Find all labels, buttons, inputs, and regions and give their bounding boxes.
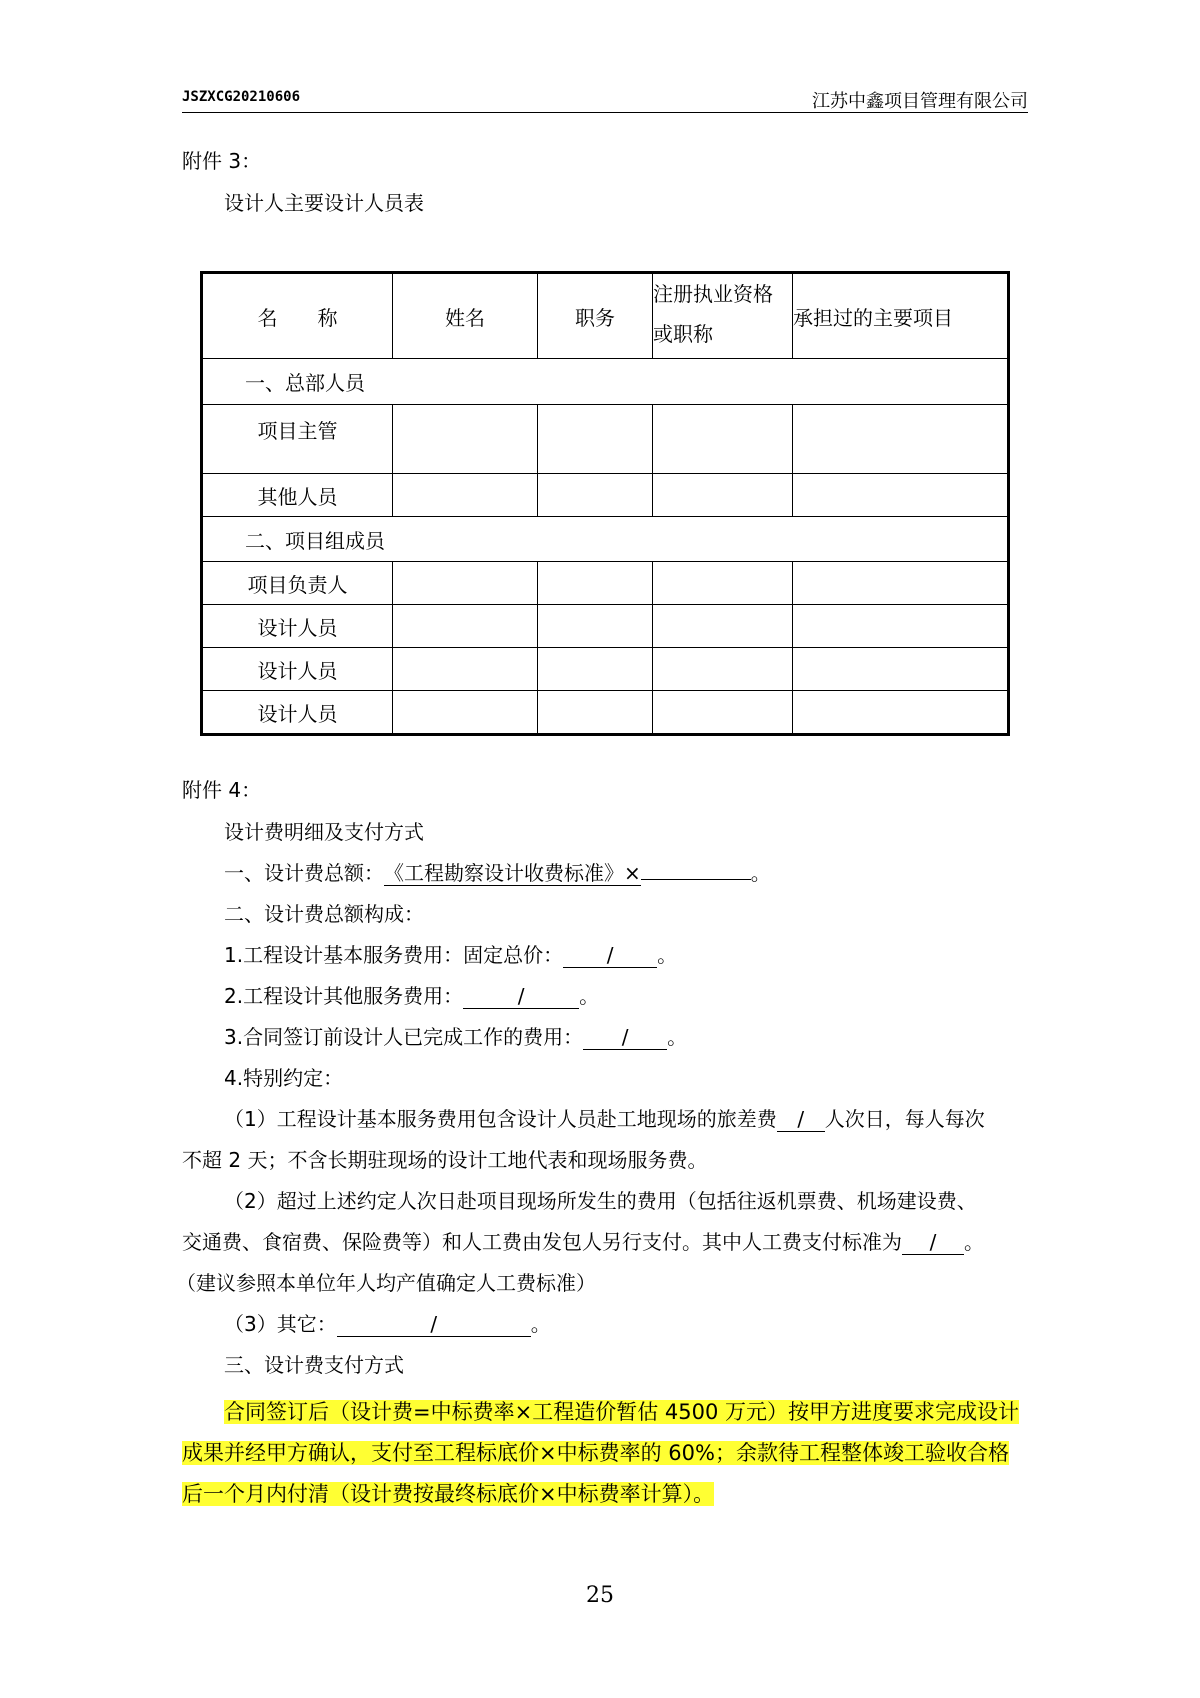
empty-cell	[793, 605, 1009, 648]
row-label: 设计人员	[202, 691, 393, 735]
empty-cell	[653, 648, 793, 691]
item1-value: /	[563, 943, 657, 968]
item2-label: 2.工程设计其他服务费用：	[224, 984, 464, 1008]
item2-value: /	[463, 984, 579, 1009]
composition-title: 二、设计费总额构成：	[224, 902, 424, 926]
clause2-line3: （建议参照本单位年人均产值确定人工费标准）	[176, 1271, 596, 1295]
empty-cell	[653, 691, 793, 735]
header-cell-projects: 承担过的主要项目	[793, 273, 1009, 359]
item4-label: 4.特别约定：	[224, 1066, 344, 1090]
empty-cell	[793, 691, 1009, 735]
empty-cell	[793, 474, 1009, 517]
period: 。	[579, 984, 600, 1008]
table-row	[202, 562, 1009, 605]
header-cell-position: 职务	[538, 273, 653, 359]
empty-cell	[393, 691, 538, 735]
clause1-text: （1）工程设计基本服务费用包含设计人员赴工地现场的旅差费	[224, 1107, 777, 1131]
row-label: 设计人员	[202, 648, 393, 691]
table-row	[202, 691, 1009, 735]
empty-cell	[393, 605, 538, 648]
item2-line	[224, 982, 599, 1010]
period: 。	[964, 1230, 984, 1254]
total-fee-line	[224, 859, 771, 887]
header-cell-qualification: 注册执业资格或职称	[653, 273, 793, 359]
table-row	[202, 474, 1009, 517]
clause3-value: /	[337, 1312, 531, 1337]
header-cell-name-title: 名 称	[202, 273, 393, 359]
attachment4-label: 附件 4：	[182, 778, 262, 802]
row-label: 项目主管	[202, 405, 393, 474]
empty-cell	[793, 562, 1009, 605]
clause1-value: /	[777, 1107, 825, 1132]
blank-field	[641, 879, 751, 880]
period: 。	[530, 1312, 551, 1336]
clause2-line2	[182, 1228, 984, 1256]
empty-cell	[653, 562, 793, 605]
section-label: 一、总部人员	[202, 359, 1009, 405]
period: 。	[667, 1025, 688, 1049]
empty-cell	[538, 605, 653, 648]
payment-highlight: 合同签订后（设计费=中标费率×工程造价暂估 4500 万元）按甲方进度要求完成设计成果并经甲方确认，支付至工程标底价×中标费率的 60%；余款待工程整体竣工验收合格后一个月内付清（设计费按最终标底价×中标费率计算）。	[182, 1400, 1019, 1506]
clause1-line1	[224, 1105, 985, 1133]
attachment3-label: 附件 3：	[182, 149, 262, 173]
empty-cell	[793, 648, 1009, 691]
clause3-label: （3）其它：	[224, 1312, 337, 1336]
row-label: 项目负责人	[202, 562, 393, 605]
empty-cell	[538, 474, 653, 517]
empty-cell	[793, 405, 1009, 474]
empty-cell	[653, 605, 793, 648]
clause1-line2: 不超 2 天；不含长期驻现场的设计工地代表和现场服务费。	[182, 1148, 708, 1172]
empty-cell	[393, 474, 538, 517]
header-rule	[182, 112, 1028, 113]
clause3-line	[224, 1310, 551, 1338]
empty-cell	[653, 474, 793, 517]
table-header-row	[202, 273, 1009, 359]
item1-label: 1.工程设计基本服务费用：固定总价：	[224, 943, 564, 967]
section-row	[202, 359, 1009, 405]
fee-standard-text: 《工程勘察设计收费标准》×	[384, 861, 641, 885]
item3-value: /	[583, 1025, 667, 1050]
item3-label: 3.合同签订前设计人已完成工作的费用：	[224, 1025, 584, 1049]
item3-line	[224, 1023, 687, 1051]
empty-cell	[538, 691, 653, 735]
clause2-line1: （2）超过上述约定人次日赴项目现场所发生的费用（包括往返机票费、机场建设费、	[224, 1189, 977, 1213]
attachment4-title: 设计费明细及支付方式	[224, 820, 424, 844]
payment-title: 三、设计费支付方式	[224, 1353, 404, 1377]
clause2-text: 交通费、食宿费、保险费等）和人工费由发包人另行支付。其中人工费支付标准为	[182, 1230, 902, 1254]
clause2-value: /	[902, 1230, 964, 1255]
period: 。	[750, 861, 771, 885]
header-cell-name: 姓名	[393, 273, 538, 359]
empty-cell	[538, 648, 653, 691]
row-label: 其他人员	[202, 474, 393, 517]
table-row	[202, 648, 1009, 691]
clause1-text-b: 人次日，每人每次	[824, 1107, 985, 1131]
table-row	[202, 605, 1009, 648]
period: 。	[657, 943, 678, 967]
staff-table	[200, 271, 1010, 736]
empty-cell	[393, 648, 538, 691]
row-label: 设计人员	[202, 605, 393, 648]
empty-cell	[393, 562, 538, 605]
empty-cell	[538, 562, 653, 605]
page-number: 25	[586, 1583, 614, 1608]
company-name: 江苏中鑫项目管理有限公司	[812, 91, 1028, 112]
attachment3-title: 设计人主要设计人员表	[224, 191, 424, 215]
table-row	[202, 405, 1009, 474]
section-row	[202, 517, 1009, 562]
total-fee-label: 一、设计费总额：	[224, 861, 384, 885]
section-label: 二、项目组成员	[202, 517, 1009, 562]
document-code: JSZXCG20210606	[182, 89, 301, 105]
item1-line	[224, 941, 677, 969]
empty-cell	[393, 405, 538, 474]
empty-cell	[653, 405, 793, 474]
payment-paragraph	[182, 1392, 1028, 1515]
empty-cell	[538, 405, 653, 474]
